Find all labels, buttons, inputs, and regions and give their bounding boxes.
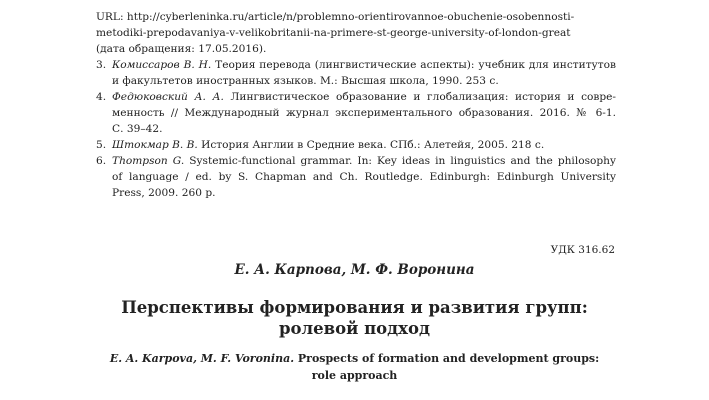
english-authors: E. A. Karpova, M. F. Voronina.: [109, 352, 295, 365]
reference-url-line: URL: http://cyberleninka.ru/article/n/problemno-orientirovannoe-obuchenie-osobennosti-: [96, 11, 575, 23]
article-title-line: Перспективы формирования и развития групп:: [121, 298, 588, 317]
reference-url-line: metodiki-prepodavaniya-v-velikobritanii-na-primere-st-george-university-of-london-great: [96, 27, 571, 39]
english-title-line: Prospects of formation and development groups:: [294, 352, 600, 365]
reference-text: Лингвистическое образование и глобализация: история и совре-: [223, 91, 616, 103]
article-title-line: ролевой подход: [278, 319, 431, 338]
reference-author: Штокмар В. В.: [112, 139, 198, 151]
reference-access-date: (дата обращения: 17.05.2016).: [96, 43, 267, 55]
reference-text: Systemic-functional grammar. In: Key ideas in linguistics and the philosophy: [184, 155, 616, 167]
reference-number: 6.: [96, 155, 107, 167]
reference-item: [96, 89, 616, 137]
reference-author: Комиссаров В. Н.: [112, 59, 212, 71]
reference-text: менность // Международный журнал экспериментального образования. 2016. № 6-1.: [112, 107, 616, 119]
article-title: [0, 297, 709, 339]
reference-author: Федюковский А. А.: [112, 91, 224, 103]
reference-item: [96, 153, 616, 201]
article-authors: Е. А. Карпова, М. Ф. Воронина: [234, 262, 475, 278]
udk-code: УДК 316.62: [550, 244, 615, 256]
reference-text: Press, 2009. 260 p.: [112, 187, 216, 199]
reference-text: С. 39–42.: [112, 123, 163, 135]
english-title-line: role approach: [311, 369, 398, 382]
reference-text: Теория перевода (лингвистические аспекты): учебник для институтов: [211, 59, 616, 71]
reference-text: История Англии в Средние века. СПб.: Алетейя, 2005. 218 с.: [197, 139, 545, 151]
reference-text: of language / ed. by S. Chapman and Ch. Routledge. Edinburgh: Edinburgh University: [112, 171, 616, 183]
reference-url-line: [96, 0, 616, 9]
reference-text: и факультетов иностранных языков. М.: Высшая школа, 1990. 253 с.: [112, 75, 499, 87]
english-title: [0, 350, 709, 384]
reference-number: 5.: [96, 139, 107, 151]
reference-author: Thompson G.: [112, 155, 185, 167]
reference-item: [96, 57, 616, 89]
reference-item: [96, 137, 616, 153]
reference-number: 4.: [96, 91, 107, 103]
reference-number: 3.: [96, 59, 107, 71]
reference-list: [96, 0, 616, 201]
